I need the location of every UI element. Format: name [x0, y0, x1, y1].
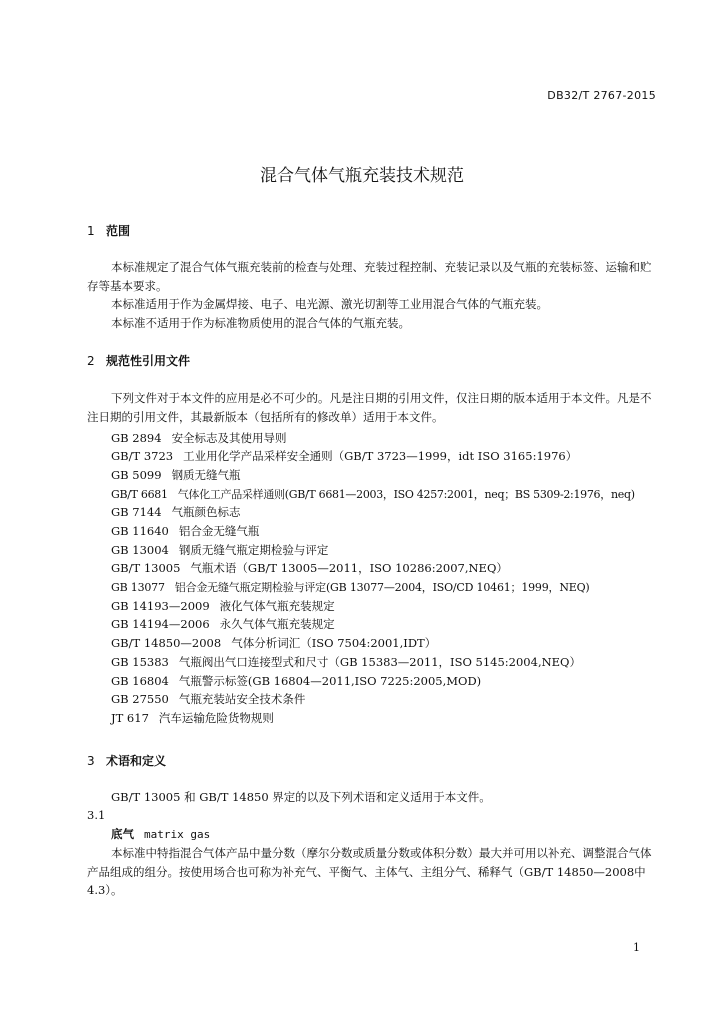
reference-item	[111, 673, 481, 689]
document-title: 混合气体气瓶充装技术规范	[260, 166, 464, 186]
reference-item	[111, 654, 581, 670]
section-number: 2	[87, 354, 95, 368]
reference-code: GB/T 13005	[111, 561, 181, 575]
reference-item	[111, 579, 590, 595]
references-intro: 下列文件对于本文件的应用是必不可少的。凡是注日期的引用文件，仅注日期的版本适用于本文件。凡是不注日期的引用文件，其最新版本（包括所有的修改单）适用于本文件。	[87, 391, 652, 424]
term-entry	[111, 826, 210, 842]
term-definition: 本标准中特指混合气体产品中量分数（摩尔分数或质量分数或体积分数）最大并可用以补充、调整混合气体产品组成的组分。按使用场合也可称为补充气、平衡气、主体气、主组分气、稀释气（GB/T 14850—2008中4.3）。	[87, 846, 652, 897]
scope-paragraph: 本标准规定了混合气体气瓶充装前的检查与处理、充装过程控制、充装记录以及气瓶的充装标签、运输和贮存等基本要求。	[87, 260, 652, 293]
reference-item	[111, 448, 577, 464]
reference-code: GB 16804	[111, 674, 169, 688]
reference-title: 气瓶充装站安全技术条件	[178, 692, 306, 706]
reference-item	[111, 598, 335, 614]
term-english: matrix gas	[144, 828, 211, 841]
scope-paragraph: 本标准不适用于作为标准物质使用的混合气体的气瓶充装。	[111, 316, 410, 330]
reference-title: 铝合金无缝气瓶	[178, 524, 260, 538]
section-title: 规范性引用文件	[106, 354, 191, 368]
reference-code: GB/T 6681	[111, 488, 168, 501]
section-number: 1	[87, 224, 95, 238]
reference-title: 气体分析词汇（ISO 7504:2001,IDT）	[231, 636, 437, 650]
term-chinese: 底气	[111, 827, 134, 841]
reference-code: GB 13077	[111, 581, 165, 594]
reference-item	[111, 486, 635, 502]
reference-code: GB/T 14850—2008	[111, 636, 222, 650]
reference-title: 气瓶阀出气口连接型式和尺寸（GB 15383—2011，ISO 5145:2004,NEQ）	[178, 655, 581, 669]
reference-code: GB 14194—2006	[111, 617, 210, 631]
reference-code: GB 14193—2009	[111, 599, 210, 613]
reference-title: 气瓶警示标签(GB 16804—2011,ISO 7225:2005,MOD)	[178, 674, 482, 688]
reference-item	[111, 691, 305, 707]
reference-code: GB 7144	[111, 505, 162, 519]
reference-code: GB 27550	[111, 692, 169, 706]
reference-code: GB/T 3723	[111, 449, 174, 463]
section-2-heading	[87, 352, 190, 369]
document-code: DB32/T 2767-2015	[547, 89, 656, 102]
reference-item	[111, 616, 335, 632]
reference-item	[111, 560, 508, 576]
reference-item	[111, 467, 241, 483]
reference-code: GB 11640	[111, 524, 169, 538]
reference-code: JT 617	[111, 711, 149, 725]
reference-title: 铝合金无缝气瓶定期检验与评定(GB 13077—2004，ISO/CD 10461；1999，NEQ)	[174, 581, 590, 594]
reference-code: GB 5099	[111, 468, 162, 482]
reference-title: 气瓶颜色标志	[171, 505, 241, 519]
reference-title: 工业用化学产品采样安全通则（GB/T 3723—1999，idt ISO 3165:1976）	[183, 449, 578, 463]
reference-item	[111, 635, 436, 651]
reference-title: 气瓶术语（GB/T 13005—2011，ISO 10286:2007,NEQ）	[190, 561, 508, 575]
reference-title: 气体化工产品采样通则(GB/T 6681—2003，ISO 4257:2001，neq；BS 5309-2:1976，neq)	[177, 488, 635, 501]
section-number: 3	[87, 754, 95, 768]
reference-code: GB 2894	[111, 431, 162, 445]
reference-title: 安全标志及其使用导则	[171, 431, 287, 445]
reference-item	[111, 504, 241, 520]
section-3-heading	[87, 752, 166, 769]
reference-code: GB 13004	[111, 543, 169, 557]
section-title: 范围	[106, 224, 131, 238]
scope-paragraph: 本标准适用于作为金属焊接、电子、电光源、激光切割等工业用混合气体的气瓶充装。	[111, 297, 548, 311]
clause-number: 3.1	[87, 808, 106, 822]
reference-title: 钢质无缝气瓶定期检验与评定	[178, 543, 329, 557]
reference-title: 汽车运输危险货物规则	[158, 711, 274, 725]
reference-title: 永久气体气瓶充装规定	[219, 617, 335, 631]
reference-title: 钢质无缝气瓶	[171, 468, 241, 482]
reference-code: GB 15383	[111, 655, 169, 669]
page-number: 1	[633, 941, 640, 954]
reference-item	[111, 430, 287, 446]
section-1-heading	[87, 222, 130, 239]
reference-item	[111, 523, 259, 539]
terms-intro: GB/T 13005 和 GB/T 14850 界定的以及下列术语和定义适用于本文件。	[111, 790, 491, 804]
reference-item	[111, 710, 274, 726]
section-title: 术语和定义	[106, 754, 167, 768]
reference-title: 液化气体气瓶充装规定	[219, 599, 335, 613]
reference-item	[111, 542, 328, 558]
